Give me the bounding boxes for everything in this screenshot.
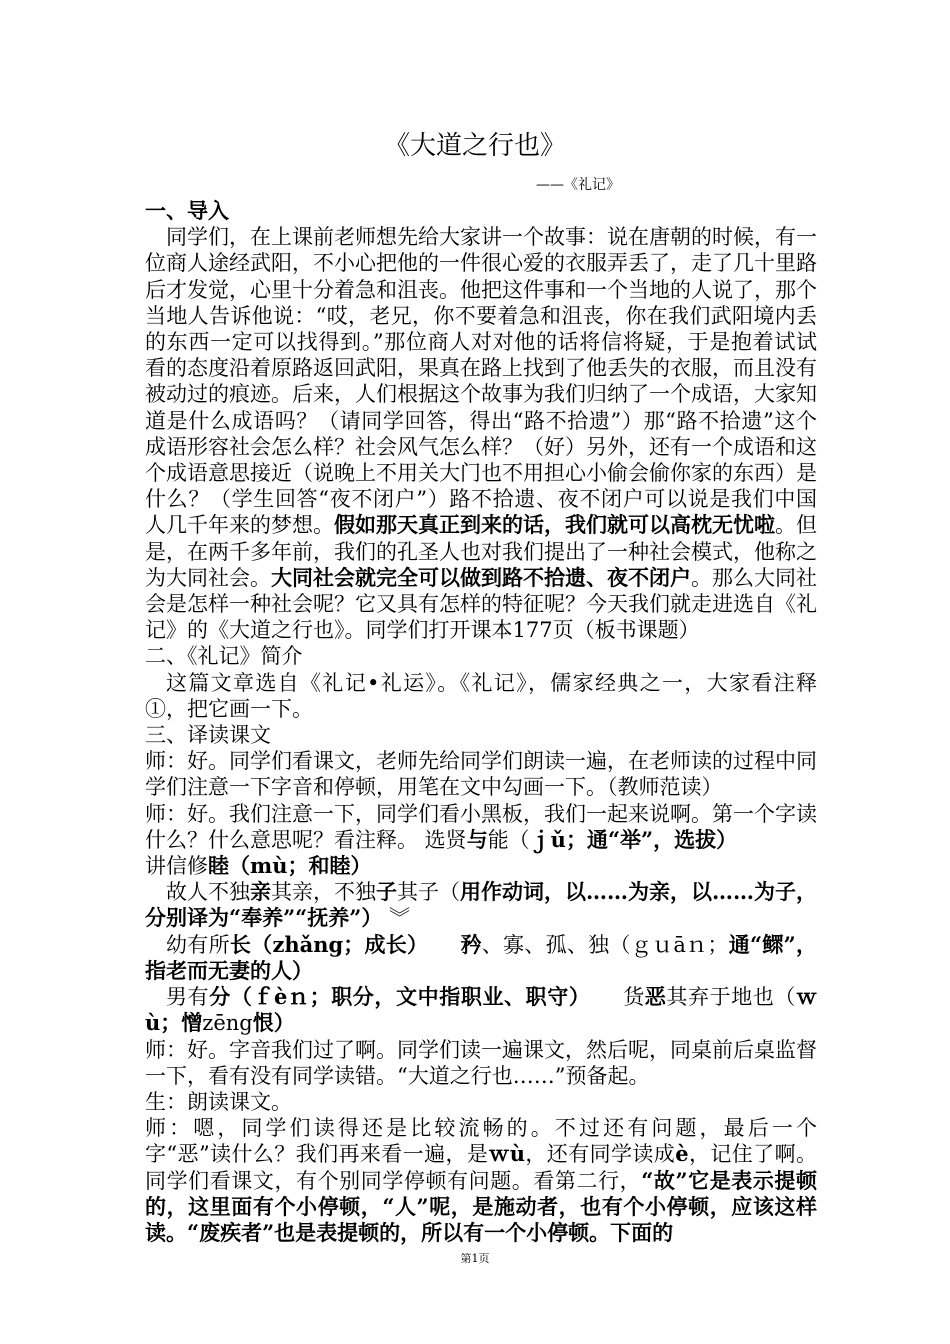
section-heading-liji: 二、《礼记》简介 — [145, 644, 303, 669]
line2-text: 师：好。我们注意一下，同学们看小黑板，我们一起来说啊。第一个字读什么？什么意思呢？看注释。 选贤 — [145, 801, 817, 852]
vocab-note-2: ｗù；憎 — [145, 984, 818, 1036]
vocab-text: 幼有所 — [166, 932, 230, 957]
line-text-2: ，还有同学读成 — [524, 1142, 676, 1167]
vocab-text-3: 其弃于地也（ — [666, 985, 797, 1010]
vocab-bold-char-2: 子 — [376, 879, 397, 905]
teacher-line-4 — [145, 1115, 817, 1246]
page-title: 《大道之行也》 — [383, 131, 566, 161]
source-attribution: ——《礼记》 — [536, 177, 620, 193]
line-text-3: ，记住了啊。同学们看课文，有个别同学停顿有问题。看第二行， — [145, 1142, 817, 1193]
vocab-note: 分（ｆèｎ；职分，文中指职业、职守） — [209, 984, 580, 1010]
vocab-note: 用作动词，以……为亲，以……为子，分别译为“奉养”“抚养”） — [145, 879, 817, 931]
vocab-bold-char: 矜 — [460, 931, 482, 957]
intro-emphasis-1: 假如那天真正到来的话，我们就可以高枕无忧啦 — [334, 512, 775, 538]
section-heading-reading: 三、译读课文 — [145, 723, 271, 748]
teacher-line-2 — [145, 801, 817, 880]
line2-text-2: 能（ — [487, 827, 530, 852]
line-emphasis: “故”它是表示提顿的，这里面有个小停顿，“人”呢，是施动者，也有个小停顿，应该这样读。“废疾者”也是表提顿的，所以有一个小停顿。下面的 — [145, 1167, 817, 1245]
page-number: 第1页 — [460, 1252, 490, 1265]
vocab-text: 男有 — [166, 985, 210, 1010]
intro-paragraph — [145, 224, 817, 643]
vocab-bold-char: 亲 — [250, 879, 271, 905]
intro-text-2: 。但是，在两千多年前，我们的孔圣人也对我们提出了一种社会模式，他称之为大同社会。 — [145, 513, 817, 590]
section-heading-intro: 一、导入 — [145, 198, 229, 223]
vocab-text-2: 、寡、孤、独（ｇｕāｎ； — [481, 932, 729, 957]
intro-text: 同学们，在上课前老师想先给大家讲一个故事：说在唐朝的时候，有一位商人途经武阳，不小心把他的一件很心爱的衣服弄丢了，走了几十里路后才发觉，心里十分着急和沮丧。他把这件事和一个当地的人说了，那个当地人告诉他说：“哎，老兄，你不要着急和沮丧，你在我们武阳境内丢的东西一定可以找得到。”那位商人对对他的话将信将疑，于是抱着试试看的态度沿着原路返回武阳，果真在路上找到了他丢失的衣服，而且没有被动过的痕迹。后来，人们根据这个故事为我们归纳了一个成语，大家知道是什么成语吗？（请同学回答，得出“路不拾遗”）那“路不拾遗”这个成语形容社会怎么样？社会风气怎么样？（好）另外，还有一个成语和这个成语意思接近（说晚上不用关大门也不用担心小偷会偷你家的东西）是什么？（学生回答“夜不闭户”）路不拾遗、夜不闭户可以说是我们中国人几千年来的梦想。 — [145, 225, 817, 538]
vocab-note-3: 恨） — [252, 1010, 295, 1036]
intro-text-3: 。那么大同社会是怎样一种社会呢？它又具有怎样的特征呢？今天我们就走进选自《礼记》的《大道之行也》。同学们打开课本177页（板书课题） — [145, 565, 817, 643]
vocab-text-2: 货 — [623, 985, 645, 1010]
vocab-text: 故人不独 — [166, 880, 250, 905]
line2-text-3: 讲信修 — [145, 854, 208, 879]
vocab-note-2: 通“鳏”，指老而无妻的人） — [145, 931, 818, 983]
line-pinyin-2: è — [675, 1141, 689, 1167]
vocab-text-3: 其子（ — [397, 880, 460, 905]
teacher-line-3: 师：好。字音我们过了啊。同学们读一遍课文，然后呢，同桌前后桌监督一下，看有没有同学读错。“大道之行也……”预备起。 — [145, 1037, 817, 1088]
line-pinyin: ｗù — [488, 1141, 525, 1167]
document-body — [145, 198, 817, 1246]
line2-note-2: 睦（mù；和睦） — [208, 853, 372, 879]
vocab-bold-char: 恶 — [644, 984, 667, 1010]
teacher-line-1: 师：好。同学们看课文，老师先给同学们朗读一遍，在老师读的过程中同学们注意一下字音和停顿，用笔在文中勾画一下。（教师范读） — [145, 749, 817, 800]
intro-emphasis-2: 大同社会就完全可以做到路不拾遗、夜不闭户 — [271, 564, 691, 590]
student-line: 生：朗读课文。 — [145, 1089, 292, 1114]
line2-bold-char: 与 — [466, 826, 488, 852]
vocab-line-fen — [145, 984, 817, 1036]
line2-note: ｊǔ；通“举”，选拔） — [529, 826, 738, 852]
vocab-line-qin — [145, 879, 817, 931]
vocab-line-zhang — [145, 932, 817, 984]
line-text: 师：嗯，同学们读得还是比较流畅的。不过还有问题，最后一个字“恶”读什么？我们再来看一遍，是 — [145, 1116, 817, 1167]
vocab-text-2: 其亲，不独 — [271, 880, 376, 905]
vocab-pinyin: zēng — [202, 1011, 253, 1036]
vocab-note: 长（zhǎng；成长） — [229, 931, 418, 957]
double-chevron-icon: ︾ — [389, 906, 411, 931]
liji-paragraph: 这篇文章选自《礼记•礼运》。《礼记》，儒家经典之一，大家看注释①，把它画一下。 — [145, 670, 817, 721]
